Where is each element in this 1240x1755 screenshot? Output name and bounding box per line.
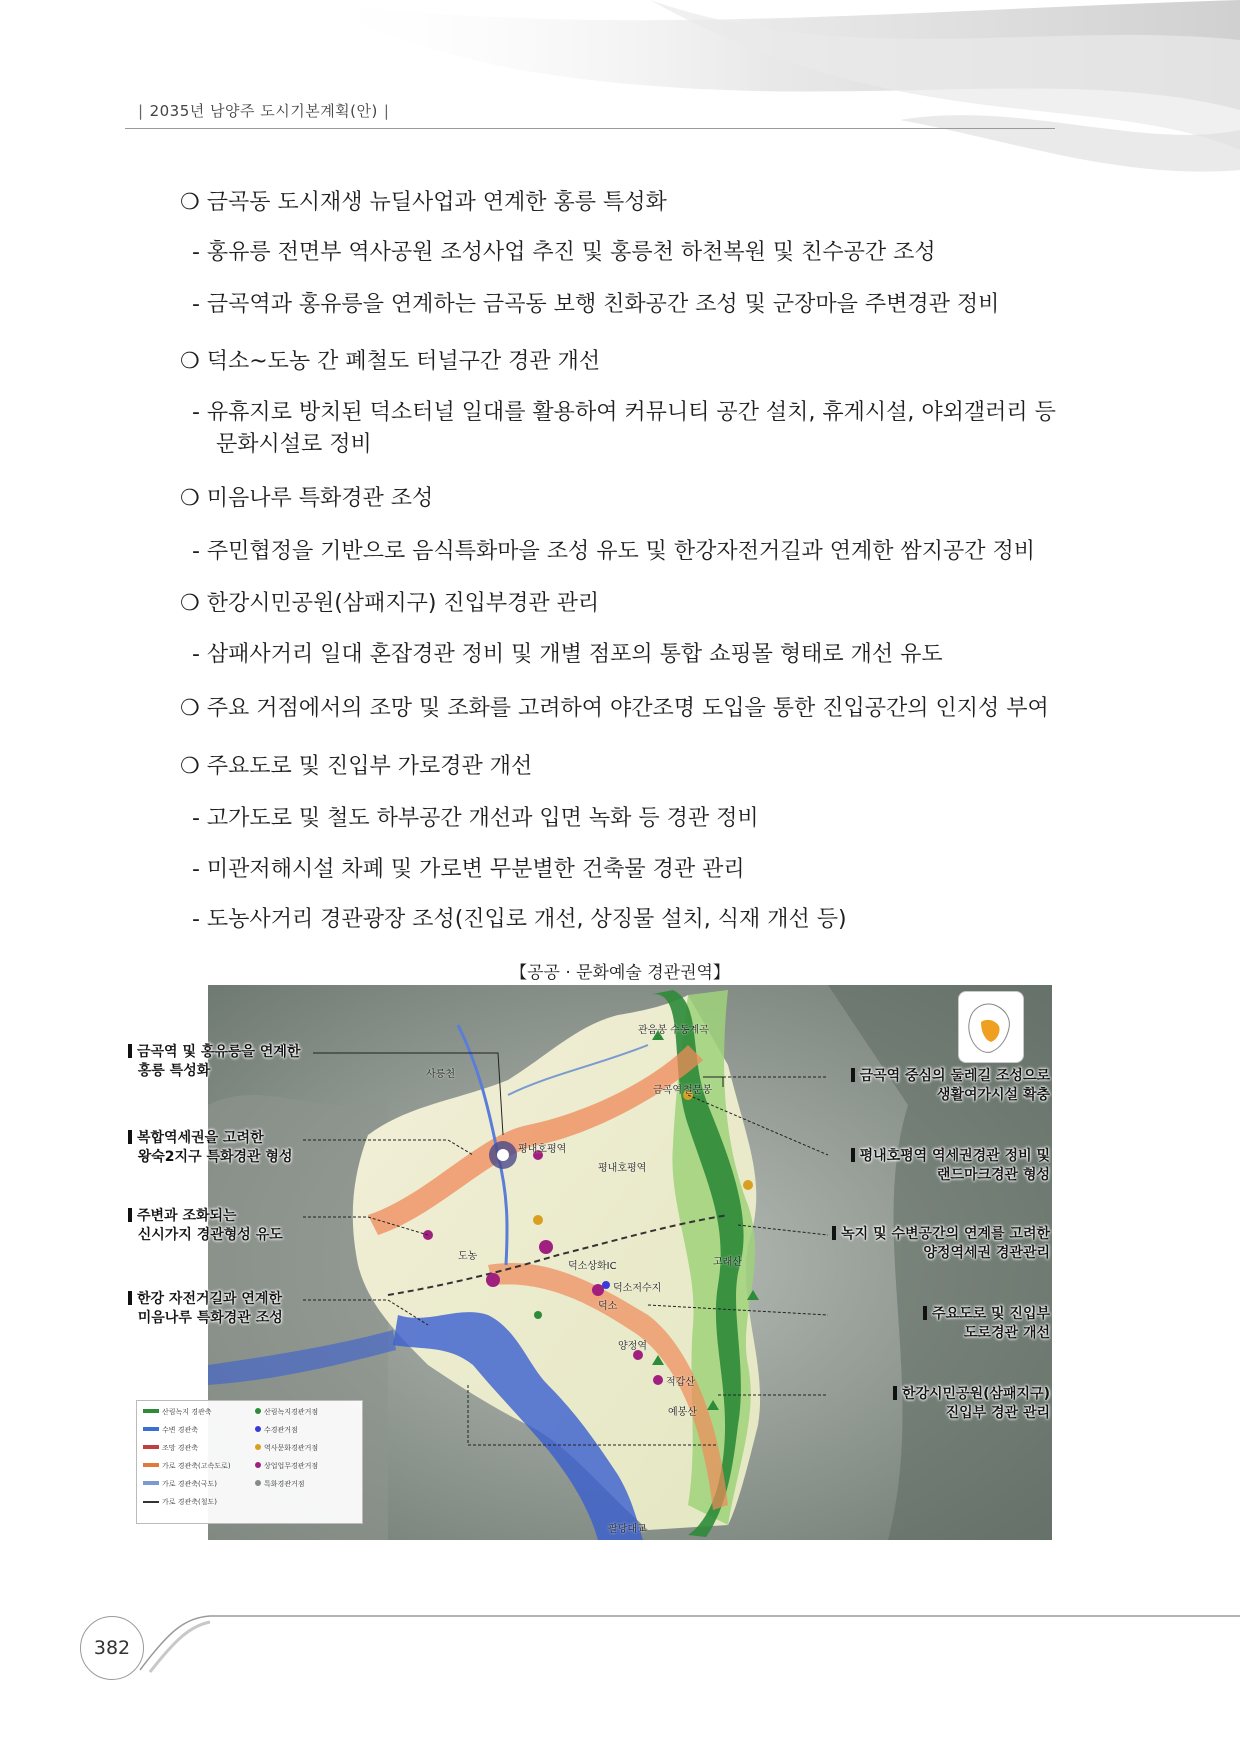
place-label: 적갑산 <box>666 1377 695 1388</box>
bullet-sub: - 주민협정을 기반으로 음식특화마을 조성 유도 및 한강자전거길과 연계한 쌈지공간 정비 <box>192 539 1035 564</box>
map-annotation-left: 한강 자전거길과 연계한 미음나루 특화경관 조성 <box>128 1290 283 1328</box>
place-label: 덕소저수지 <box>613 1283 662 1294</box>
bullet-main: ❍ 주요도로 및 진입부 가로경관 개선 <box>180 754 533 779</box>
place-label: 금곡역 <box>653 1085 682 1096</box>
map-annotation-right: 녹지 및 수변공간의 연계를 고려한 양정역세권 경관관리 <box>832 1225 1050 1263</box>
bullet-main: ❍ 덕소~도농 간 폐철도 터널구간 경관 개선 <box>180 349 601 374</box>
footer-curve-decoration <box>0 1590 1240 1700</box>
bullet-sub: - 금곡역과 홍유릉을 연계하는 금곡동 보행 친화공간 조성 및 군장마을 주변경관 정비 <box>192 292 1000 317</box>
place-label: 사릉천 <box>426 1069 455 1080</box>
map-annotation-right: 한강시민공원(삼패지구) 진입부 경관 관리 <box>893 1385 1050 1423</box>
legend-item: 가로 경관축(철도) <box>143 1497 217 1507</box>
bullet-main: ❍ 주요 거점에서의 조망 및 조화를 고려하여 야간조명 도입을 통한 진입공간의 인지성 부여 <box>180 696 1049 721</box>
header-bar-left: | <box>138 102 144 120</box>
map-annotation-right: 평내호평역 역세권경관 정비 및 랜드마크경관 형성 <box>851 1147 1050 1185</box>
running-header <box>132 100 395 121</box>
place-label: 팔당대교 <box>608 1524 647 1535</box>
map-annotation-right: 주요도로 및 진입부 도로경관 개선 <box>923 1305 1050 1343</box>
figure-caption: 【공공 · 문화예술 경관권역】 <box>510 963 730 983</box>
legend-item: 수경관거점 <box>255 1425 298 1435</box>
locator-inset <box>958 991 1024 1063</box>
place-label: 덕소상화IC <box>568 1261 617 1272</box>
bullet-sub: - 삼패사거리 일대 혼잡경관 정비 및 개별 점포의 통합 쇼핑몰 형태로 개선 유도 <box>192 642 943 667</box>
place-label: 덕소 <box>598 1301 618 1312</box>
legend-item: 역사문화경관거점 <box>255 1443 318 1453</box>
bullet-sub: - 고가도로 및 철도 하부공간 개선과 입면 녹화 등 경관 정비 <box>192 806 759 831</box>
bullet-sub: - 미관저해시설 차폐 및 가로변 무분별한 건축물 경관 관리 <box>192 857 745 882</box>
bullet-sub: - 홍유릉 전면부 역사공원 조성사업 추진 및 홍릉천 하천복원 및 친수공간 조성 <box>192 240 936 265</box>
bullet-sub: - 유휴지로 방치된 덕소터널 일대를 활용하여 커뮤니티 공간 설치, 휴게시설, 야외갤러리 등 문화시설로 정비 <box>192 400 1056 457</box>
map-annotation-left: 금곡역 및 홍유릉을 연계한 홍릉 특성화 <box>128 1043 300 1081</box>
legend-item: 수변 경관축 <box>143 1425 198 1435</box>
legend-item: 특화경관거점 <box>255 1479 305 1489</box>
place-label: 예봉산 <box>668 1407 697 1418</box>
page-number: 382 <box>80 1616 144 1680</box>
bullet-main: ❍ 금곡동 도시재생 뉴딜사업과 연계한 홍릉 특성화 <box>180 190 667 215</box>
bullet-main: ❍ 한강시민공원(삼패지구) 진입부경관 관리 <box>180 591 600 616</box>
place-label: 관음봉 수동계곡 <box>638 1025 709 1036</box>
place-label: 고래산 <box>713 1257 742 1268</box>
legend-item: 산림녹지경관거점 <box>255 1407 318 1417</box>
place-label: 철문봉 <box>683 1085 712 1096</box>
place-label: 도농 <box>458 1251 478 1262</box>
legend-item: 가로 경관축(국도) <box>143 1479 217 1489</box>
bullet-sub: - 도농사거리 경관광장 조성(진입로 개선, 상징물 설치, 식재 개선 등) <box>192 907 847 932</box>
legend-item: 산림녹지 경관축 <box>143 1407 212 1417</box>
header-rule <box>125 128 1055 129</box>
place-label: 평내호평역 <box>518 1144 567 1155</box>
landscape-zone-map <box>128 985 1052 1540</box>
legend-item: 조망 경관축 <box>143 1443 198 1453</box>
legend-item: 상업업무경관거점 <box>255 1461 318 1471</box>
header-bar-right: | <box>383 102 390 120</box>
bullet-main: ❍ 미음나루 특화경관 조성 <box>180 486 434 511</box>
place-label: 평내호평역 <box>598 1163 647 1174</box>
map-legend <box>136 1400 363 1524</box>
map-annotation-right: 금곡역 중심의 둘레길 조성으로 생활여가시설 확충 <box>851 1067 1050 1105</box>
locator-map-icon <box>959 992 1023 1062</box>
header-title: 2035년 남양주 도시기본계획(안) <box>149 102 378 120</box>
map-annotation-left: 주변과 조화되는 신시가지 경관형성 유도 <box>128 1207 283 1245</box>
place-label: 양정역 <box>618 1341 647 1352</box>
map-annotation-left: 복합역세권을 고려한 왕숙2지구 특화경관 형성 <box>128 1129 292 1167</box>
legend-item: 가로 경관축(고속도로) <box>143 1461 231 1471</box>
